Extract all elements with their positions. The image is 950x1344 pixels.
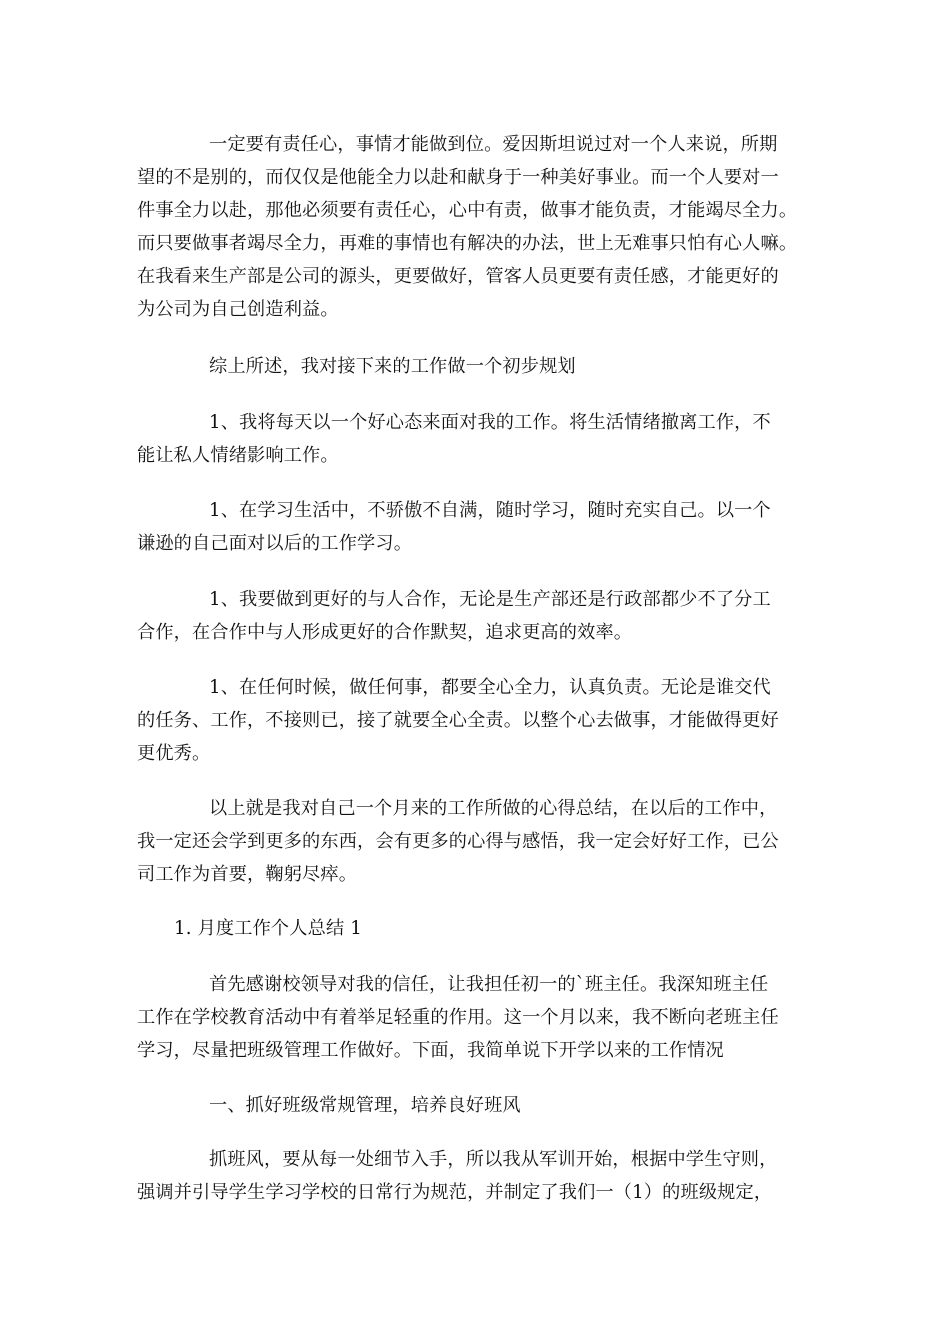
text-line: 强调并引导学生学习学校的日常行为规范，并制定了我们一（1）的班级规定， — [137, 1182, 773, 1203]
text-line: 件事全力以赴，那他必须要有责任心，心中有责，做事才能负责，才能竭尽全力。 — [137, 200, 798, 221]
paragraph-summary-plan — [137, 350, 827, 383]
text-line: 1、我将每天以一个好心态来面对我的工作。将生活情绪撤离工作，不 — [209, 412, 771, 433]
paragraph-responsibility — [137, 128, 827, 326]
text-line: 1、在任何时候，做任何事，都要全心全力，认真负责。无论是谁交代 — [209, 677, 771, 698]
paragraph-subheading — [137, 1089, 827, 1122]
text-line: 而只要做事者竭尽全力，再难的事情也有解决的办法，世上无难事只怕有心人嘛。 — [137, 233, 798, 254]
text-line: 首先感谢校领导对我的信任，让我担任初一的`班主任。我深知班主任 — [209, 974, 769, 995]
paragraph-plan-item-learning — [137, 494, 827, 560]
paragraph-conclusion — [137, 792, 827, 891]
text-line: 学习，尽量把班级管理工作做好。下面，我简单说下开学以来的工作情况 — [137, 1040, 724, 1061]
text-line: 望的不是别的，而仅仅是他能全力以赴和献身于一种美好事业。而一个人要对一 — [137, 167, 779, 188]
text-line: 工作在学校教育活动中有着举足轻重的作用。这一个月以来，我不断向老班主任 — [137, 1007, 779, 1028]
text-line: 谦逊的自己面对以后的工作学习。 — [137, 533, 413, 554]
paragraph-introduction — [137, 968, 827, 1067]
text-line: 1、在学习生活中，不骄傲不自满，随时学习，随时充实自己。以一个 — [209, 500, 771, 521]
heading-text: 1. 月度工作个人总结 1 — [174, 918, 362, 939]
text-line: 1、我要做到更好的与人合作，无论是生产部还是行政部都少不了分工 — [209, 589, 771, 610]
text-line: 的任务、工作，不接则已，接了就要全心全责。以整个心去做事，才能做得更好 — [137, 710, 779, 731]
text-line: 一定要有责任心，事情才能做到位。爱因斯坦说过对一个人来说，所期 — [209, 134, 778, 155]
text-line: 能让私人情绪影响工作。 — [137, 445, 339, 466]
paragraph-plan-item-cooperation — [137, 583, 827, 649]
text-line: 为公司为自己创造利益。 — [137, 299, 339, 320]
paragraph-class-management — [137, 1143, 827, 1209]
text-line: 一、抓好班级常规管理，培养良好班风 — [209, 1095, 521, 1116]
text-line: 在我看来生产部是公司的源头，更要做好，管客人员更要有责任感，才能更好的 — [137, 266, 779, 287]
section-heading — [174, 912, 362, 945]
text-line: 合作，在合作中与人形成更好的合作默契，追求更高的效率。 — [137, 622, 633, 643]
text-line: 综上所述，我对接下来的工作做一个初步规划 — [209, 356, 576, 377]
text-line: 司工作为首要，鞠躬尽瘁。 — [137, 864, 358, 885]
text-line: 更优秀。 — [137, 743, 211, 764]
text-line: 我一定还会学到更多的东西，会有更多的心得与感悟，我一定会好好工作，已公 — [137, 831, 779, 852]
paragraph-plan-item-diligence — [137, 671, 827, 770]
text-line: 抓班风，要从每一处细节入手，所以我从军训开始，根据中学生守则， — [209, 1149, 778, 1170]
text-line: 以上就是我对自己一个月来的工作所做的心得总结，在以后的工作中， — [209, 798, 778, 819]
paragraph-plan-item-attitude — [137, 406, 827, 472]
